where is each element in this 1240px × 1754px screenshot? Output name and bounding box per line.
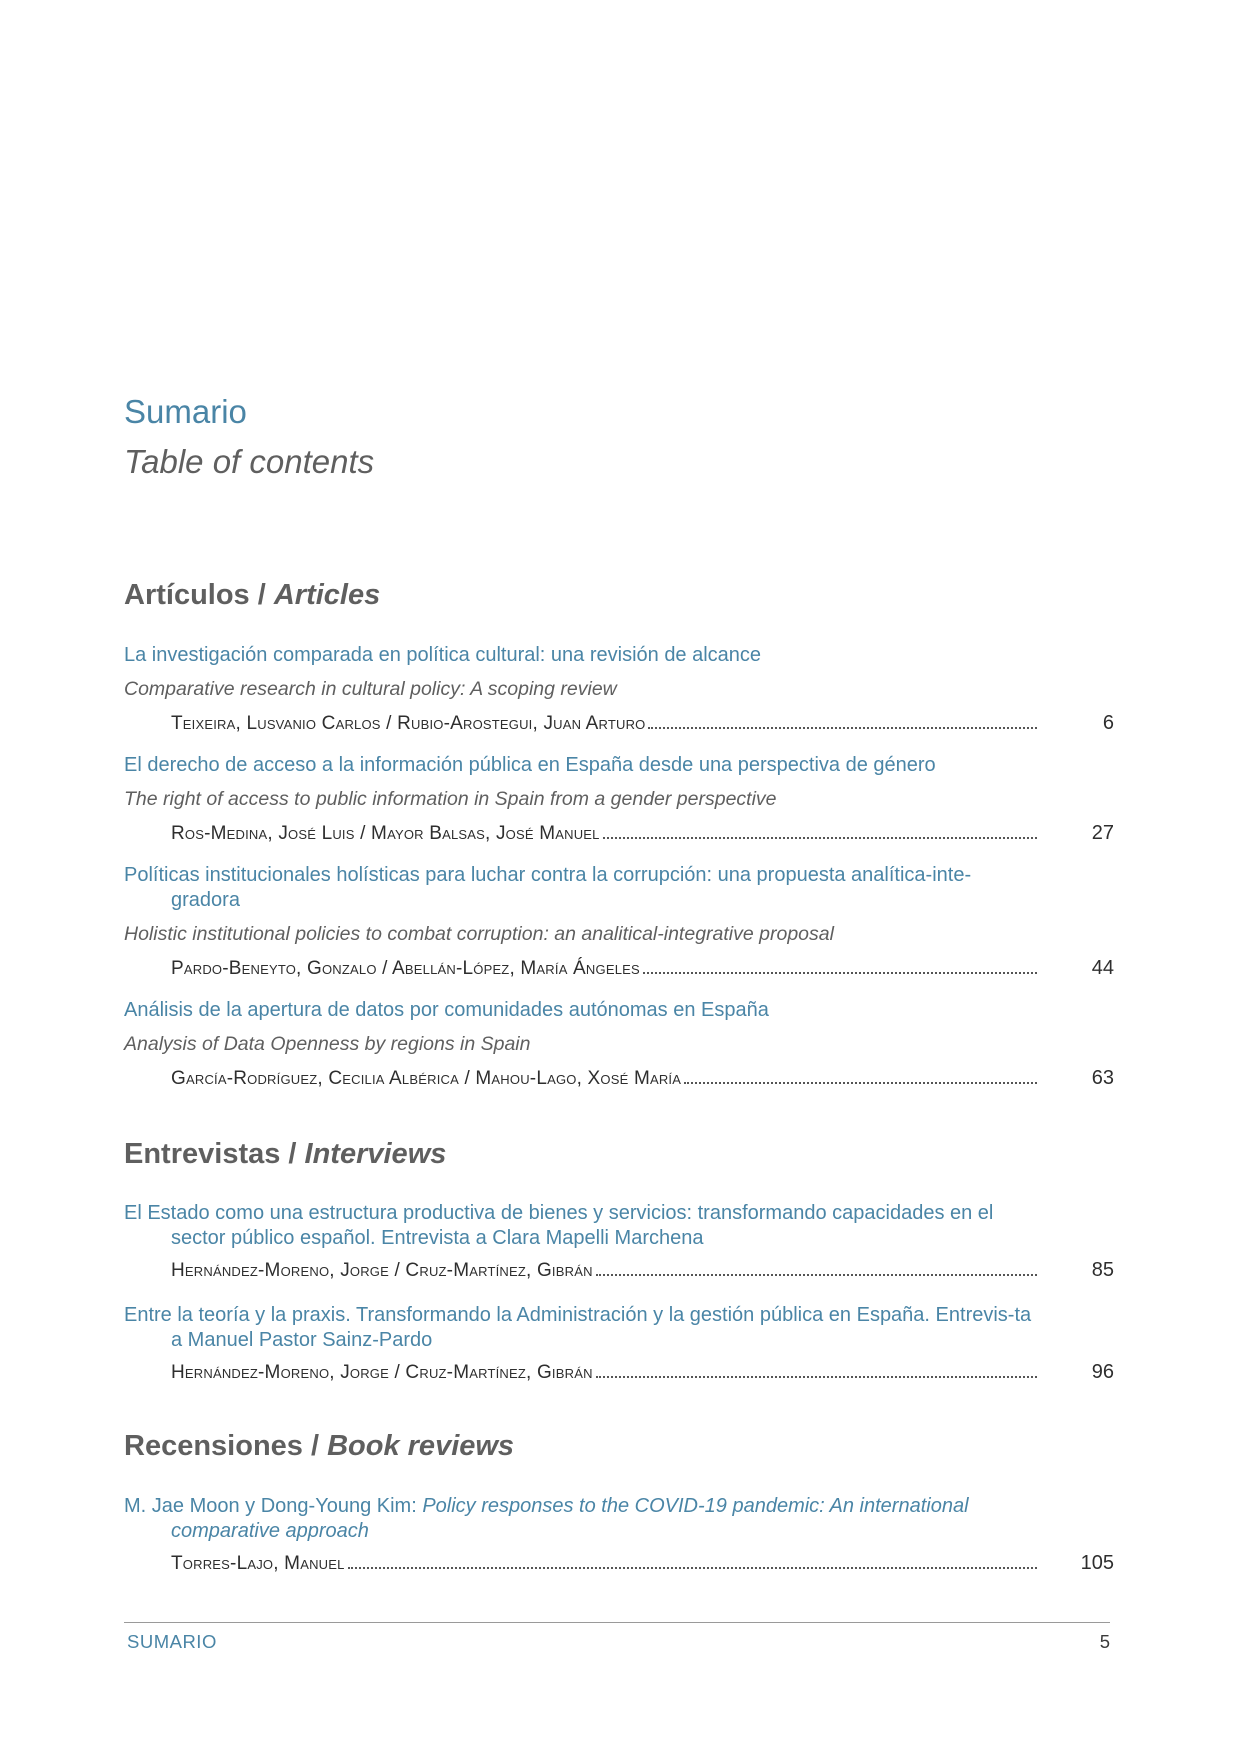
dot-leader xyxy=(648,726,1037,729)
footer-label: SUMARIO xyxy=(127,1631,217,1652)
dot-leader xyxy=(643,971,1037,974)
authors: Pardo-Beneyto, Gonzalo / Abellán-López, María Ángeles xyxy=(171,958,640,979)
author-line xyxy=(171,821,1039,846)
article-subtitle: Comparative research in cultural policy: A scoping review xyxy=(124,678,617,700)
authors: García-Rodríguez, Cecilia Albérica / Mahou-Lago, Xosé María xyxy=(171,1068,682,1089)
author-line xyxy=(171,1551,1039,1576)
authors: Torres-Lajo, Manuel xyxy=(171,1553,345,1574)
review-book-authors: M. Jae Moon y Dong-Young Kim: xyxy=(124,1495,423,1517)
authors: Hernández-Moreno, Jorge / Cruz-Martínez, Gibrán xyxy=(171,1260,593,1281)
dot-leader xyxy=(596,1273,1037,1276)
section-heading-articles: Artículos / Articles xyxy=(124,579,381,611)
page-subtitle: Table of contents xyxy=(124,443,375,480)
article-subtitle: The right of access to public information in Spain from a gender perspective xyxy=(124,788,777,810)
dot-leader xyxy=(348,1566,1037,1569)
dot-leader xyxy=(596,1375,1037,1378)
article-title[interactable]: La investigación comparada en política cultural: una revisión de alcance xyxy=(124,644,762,666)
author-line xyxy=(171,1360,1039,1385)
page-number[interactable]: 105 xyxy=(1080,1552,1114,1574)
footer-page-number: 5 xyxy=(1099,1631,1110,1652)
author-line xyxy=(171,711,1039,736)
author-line xyxy=(171,1258,1039,1283)
author-line xyxy=(171,1066,1039,1091)
dot-leader xyxy=(684,1081,1037,1084)
review-book-title: Policy responses to the COVID-19 pandemic: An international comparative approach xyxy=(171,1495,969,1542)
authors: Ros-Medina, José Luis / Mayor Balsas, José Manuel xyxy=(171,823,600,844)
page-number[interactable]: 96 xyxy=(1091,1361,1114,1383)
article-title[interactable]: El derecho de acceso a la información pública en España desde una perspectiva de género xyxy=(124,754,936,776)
interview-title[interactable]: El Estado como una estructura productiva de bienes y servicios: transformando capacidades en el sector público español. Entrevista a Clara Mapelli Marchena xyxy=(124,1202,994,1249)
footer-divider xyxy=(124,1622,1110,1623)
page-title: Sumario xyxy=(124,393,247,430)
page-number[interactable]: 63 xyxy=(1091,1067,1114,1089)
page-number[interactable]: 6 xyxy=(1102,712,1114,734)
article-subtitle: Holistic institutional policies to combat corruption: an analitical-integrative proposal xyxy=(124,923,834,945)
section-heading-interviews: Entrevistas / Interviews xyxy=(124,1138,447,1170)
section-heading-book-reviews: Recensiones / Book reviews xyxy=(124,1430,515,1462)
authors: Hernández-Moreno, Jorge / Cruz-Martínez, Gibrán xyxy=(171,1362,593,1383)
page-number[interactable]: 44 xyxy=(1091,957,1114,979)
article-title[interactable]: Análisis de la apertura de datos por comunidades autónomas en España xyxy=(124,999,769,1021)
article-subtitle: Analysis of Data Openness by regions in Spain xyxy=(124,1033,531,1055)
author-line xyxy=(171,956,1039,981)
article-title[interactable]: Políticas institucionales holísticas para luchar contra la corrupción: una propuesta analítica-inte-gradora xyxy=(124,864,972,911)
page-number[interactable]: 27 xyxy=(1091,822,1114,844)
dot-leader xyxy=(603,836,1037,839)
authors: Teixeira, Lusvanio Carlos / Rubio-Arostegui, Juan Arturo xyxy=(171,713,646,734)
page-number[interactable]: 85 xyxy=(1091,1259,1114,1281)
interview-title[interactable]: Entre la teoría y la praxis. Transformando la Administración y la gestión pública en España. Entrevis-ta a Manuel Pastor Sainz-Pardo xyxy=(124,1304,1032,1351)
review-title[interactable] xyxy=(124,1494,1039,1544)
